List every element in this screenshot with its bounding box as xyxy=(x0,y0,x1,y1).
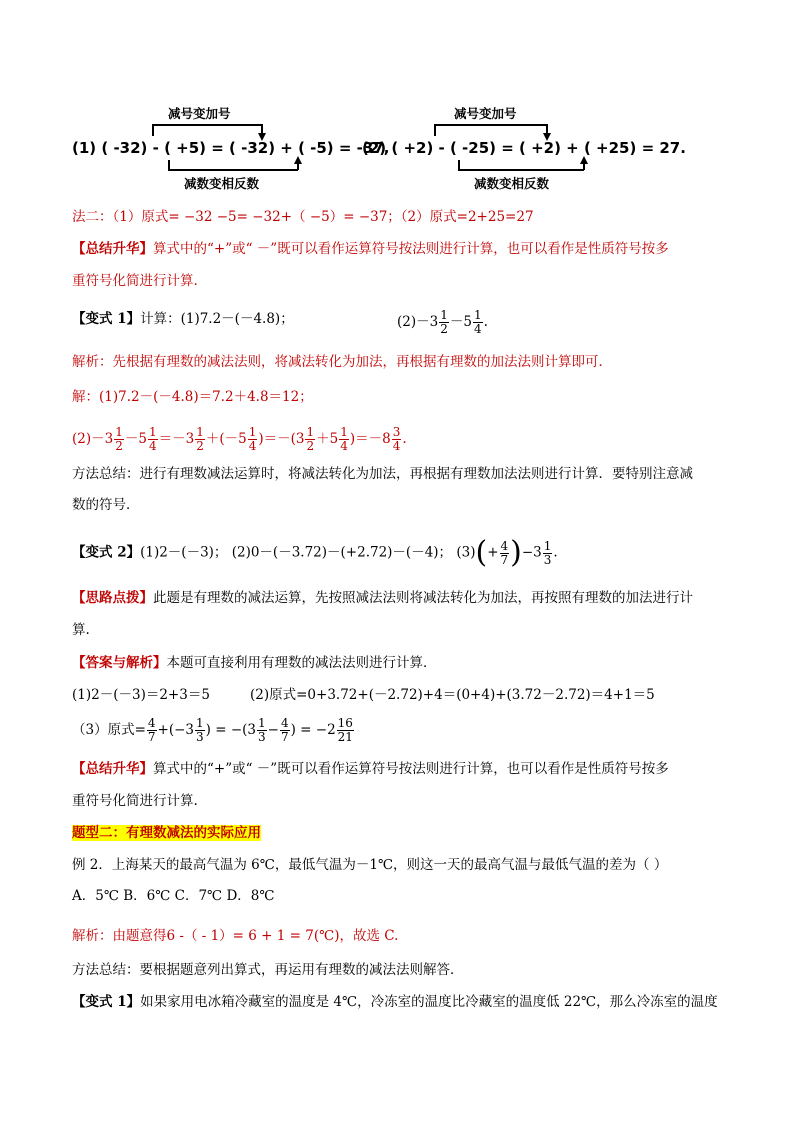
example2-question: 例 2．上海某天的最高气温为 6℃，最低气温为－1℃，则这一天的最高气温与最低气温的差为（ ） xyxy=(72,857,668,873)
hint-tag: 【思路点拨】 xyxy=(72,590,153,606)
fraction: $\frac{1}{3}$ xyxy=(543,538,552,567)
arrow-up-icon xyxy=(580,156,588,164)
answer-tag: 【答案与解析】 xyxy=(72,655,167,671)
variant1-line xyxy=(72,308,734,336)
variant2-plus: + xyxy=(487,544,499,561)
variant3-tag: 【变式 1】 xyxy=(72,994,141,1010)
summary2-line2: 重符号化简进行计算. xyxy=(72,793,198,809)
summary2-line1 xyxy=(72,759,734,779)
summary1-text: 算式中的“+”或“ －”既可以看作运算符号按法则进行计算，也可以看作是性质符号按多 xyxy=(153,241,669,257)
answer-line3: （3）原式= $\frac{4}{7}$ +(−3 $\frac{1}{3}$ ) = −(3 $\frac{1}{3}$ − $\frac{4}{7}$ ) = −2 $\frac{16}{21}$ xyxy=(72,716,353,744)
sol-seg: ＋(－5 xyxy=(205,431,247,447)
example2-options: A．5℃ B．6℃ C．7℃ D．8℃ xyxy=(72,888,275,904)
summary2-text: 算式中的“+”或“ －”既可以看作运算符号按法则进行计算，也可以看作是性质符号按多 xyxy=(153,761,669,777)
hint-text: 此题是有理数的减法运算，先按照减法法则将减法转化为加法，再按照有理数的加法进行计 xyxy=(153,590,693,606)
answer-line1b: (2)原式=0+3.72+(－2.72)+4＝(0+4)+(3.72－2.72)＝4+1＝5 xyxy=(250,687,655,703)
diagram-right-equation: (2) ( +2) - ( -25) = ( +2) + ( +25) = 27. xyxy=(362,139,686,157)
fraction xyxy=(473,309,483,336)
frac-num: 1 xyxy=(440,308,448,322)
answer-line1a: (1)2－(－3)＝2+3＝5 xyxy=(72,687,210,703)
variant1-end: . xyxy=(483,314,488,330)
variant3-text: 如果家用电冰箱冷藏室的温度是 4℃，冷冻室的温度比冷藏室的温度低 22℃，那么冷冻室的温度 xyxy=(140,994,718,1010)
diagram-left-equation: (1) ( -32) - ( +5) = ( -32) + ( -5) = -37, xyxy=(72,139,390,157)
sol-seg: ＋5 xyxy=(316,431,339,447)
diagram-left-top-label: 减号变加号 xyxy=(168,106,231,121)
paren-left: ( xyxy=(475,535,488,570)
bracket-line xyxy=(152,124,154,136)
variant1-part1: 计算：(1)7.2－(－4.8)； xyxy=(140,311,294,327)
variant1-part2 xyxy=(397,309,488,336)
summary1-line1 xyxy=(72,239,734,259)
sol-seg: (2)－3 xyxy=(72,431,114,447)
fraction: $\frac{4}{7}$ xyxy=(500,538,509,567)
summary1-line2: 重符号化简进行计算. xyxy=(72,273,198,289)
paren-right: ) xyxy=(510,535,522,570)
solution1-line1: 解：(1)7.2－(－4.8)＝7.2＋4.8＝12； xyxy=(72,389,313,405)
answer-intro-text: 本题可直接利用有理数的减法法则进行计算． xyxy=(166,655,437,671)
diagram-left-bottom-label: 减数变相反数 xyxy=(184,176,260,191)
diagram-right-bottom-label: 减数变相反数 xyxy=(474,176,550,191)
method-summary-line2: 数的符号． xyxy=(72,497,140,513)
frac-den: 4 xyxy=(473,322,482,336)
bracket-line xyxy=(434,124,436,136)
solution1-line2: (2)－3 $\frac{1}{2}$ －5 $\frac{1}{4}$ ＝－3 $\frac{1}{2}$ ＋(－5 $\frac{1}{4}$ )＝－(3 $\frac{1}{2}$ ＋5 $\frac{1}{4}$ )＝－8 $\frac{3}{4}$ . xyxy=(72,425,407,453)
analysis1-line: 解析：先根据有理数的减法法则，将减法转化为加法，再根据有理数的加法法则计算即可． xyxy=(72,354,612,370)
summary1-tag: 【总结升华】 xyxy=(72,241,153,257)
sol-seg: ＝－3 xyxy=(158,431,195,447)
method2-line: 法二：（1）原式= −32 −5= −32+（ −5）= −37；（2）原式=2+25=27 xyxy=(72,209,534,225)
frac-num: 1 xyxy=(473,308,482,322)
bracket-line xyxy=(434,124,547,126)
hint-line2: 算. xyxy=(72,622,90,638)
answer-l3-prefix: （3）原式= xyxy=(72,722,146,738)
method-summary2-line: 方法总结：要根据题意列出算式，再运用有理数的减法法则解答． xyxy=(72,962,464,978)
fraction xyxy=(439,309,449,336)
variant2-line xyxy=(72,535,734,570)
answer-line1 xyxy=(72,685,734,705)
sol-seg: )＝－8 xyxy=(349,431,391,447)
diagram-left xyxy=(72,104,390,194)
type2-heading-row xyxy=(72,823,734,843)
variant3-line xyxy=(72,992,734,1012)
sol-seg: . xyxy=(402,431,407,447)
variant2-text: (1)2－(－3)； (2)0－(－3.72)－(+2.72)－(－4)； (3) xyxy=(140,544,476,561)
diagram-right-top-label: 减号变加号 xyxy=(454,106,517,121)
variant1-tag: 【变式 1】 xyxy=(72,311,141,327)
arrow-up-icon xyxy=(294,156,302,164)
diagram-right xyxy=(362,104,686,194)
variant1-mid: －5 xyxy=(449,314,472,330)
summary2-tag: 【总结升华】 xyxy=(72,761,153,777)
bracket-line xyxy=(152,124,262,126)
method-summary-line1: 方法总结：进行有理数减法运算时，将减法转化为加法，再根据有理数加法法则进行计算．要特别注意减 xyxy=(72,466,693,482)
analysis2-line: 解析：由题意得6 -（ - 1）= 6 + 1 = 7(℃)，故选 C. xyxy=(72,928,399,944)
variant2-tail: −3 xyxy=(521,544,542,561)
variant2-end: . xyxy=(553,544,558,561)
hint-line1 xyxy=(72,588,734,608)
frac-den: 2 xyxy=(440,322,448,336)
sol-seg: －5 xyxy=(124,431,147,447)
sol-seg: )＝－(3 xyxy=(258,431,305,447)
bracket-line xyxy=(168,169,298,171)
bracket-line xyxy=(458,169,584,171)
type2-heading: 题型二：有理数减法的实际应用 xyxy=(72,825,261,841)
variant1-prefix: (2)－3 xyxy=(397,314,439,330)
variant2-tag: 【变式 2】 xyxy=(72,544,141,561)
answer-intro xyxy=(72,653,734,673)
